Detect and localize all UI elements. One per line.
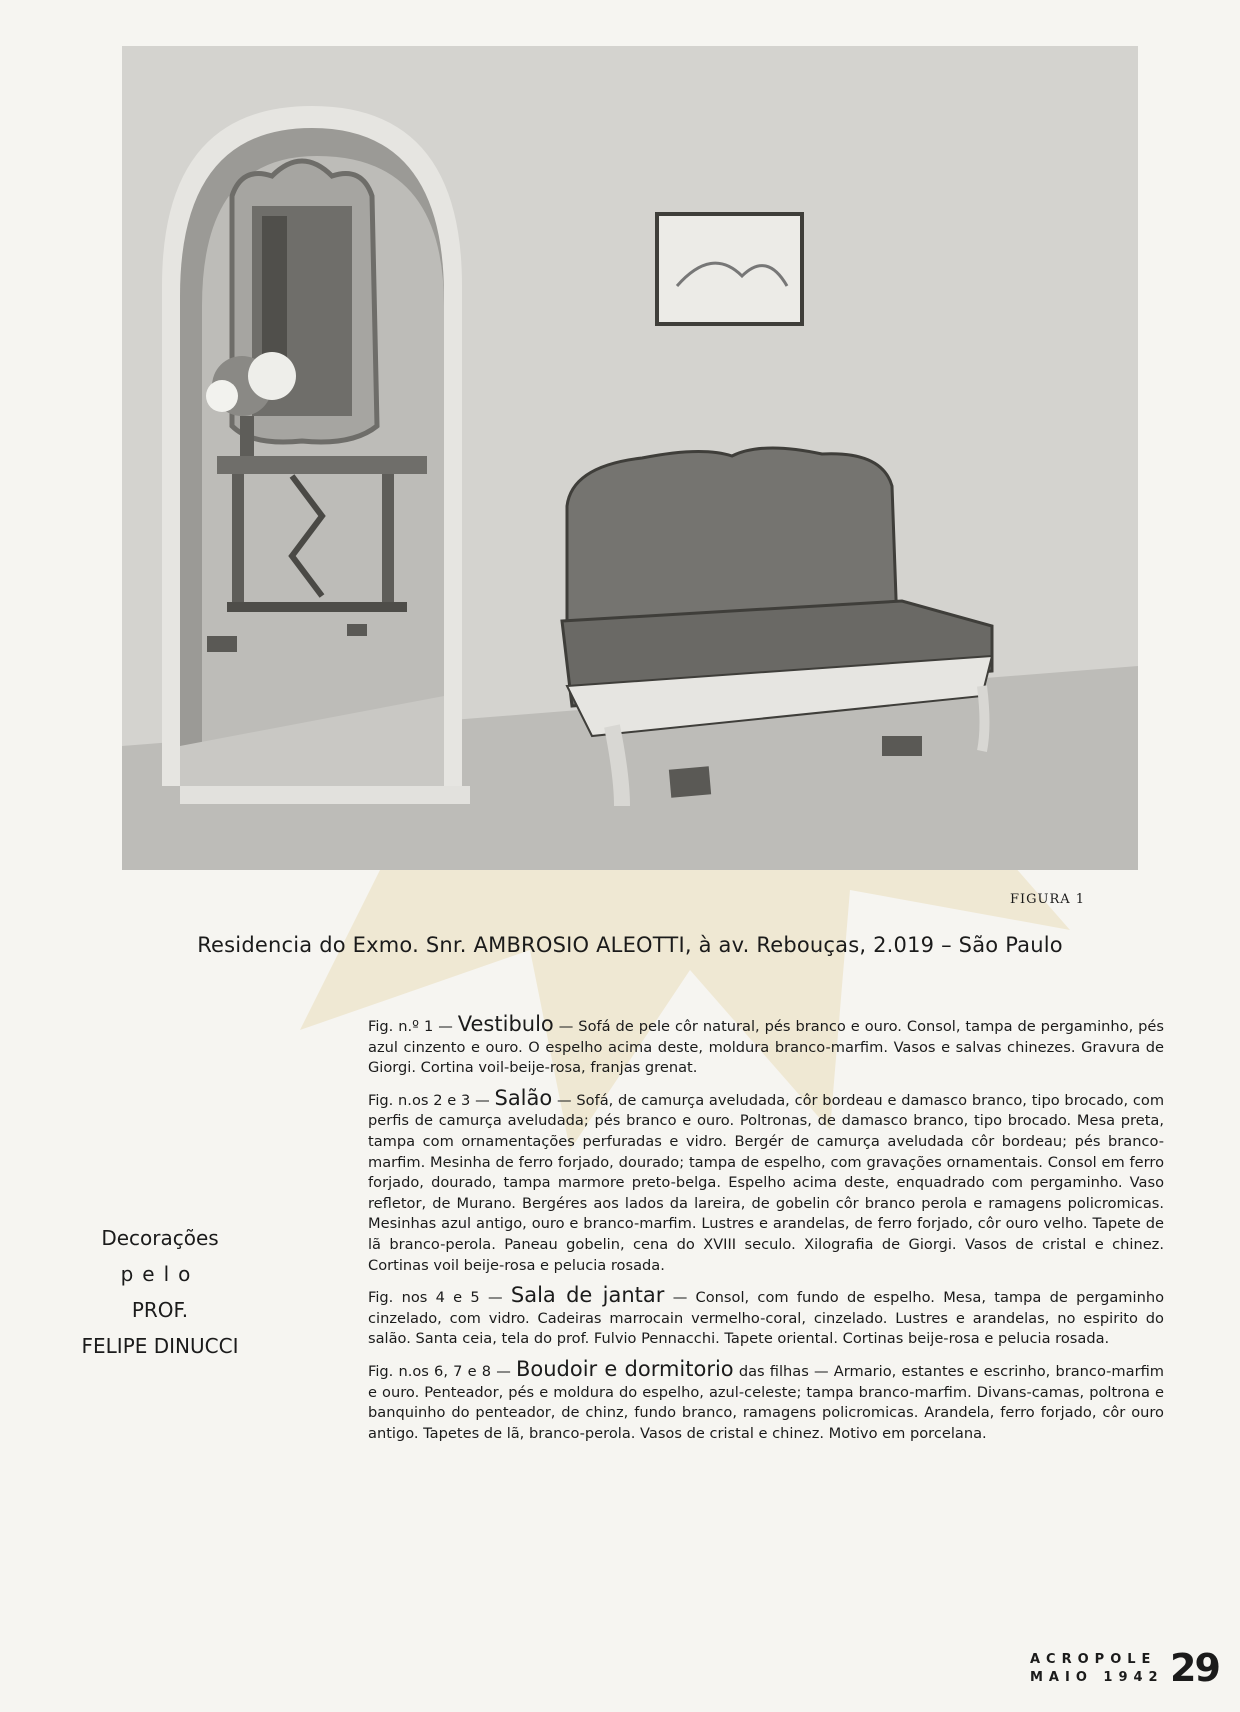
section-text: — Consol, com fundo de espelho. Mesa, tampa de pergaminho cinzelado, com vidro. Cadeiras marrocain vermelho-coral, cinzelado. Lustres e arandelas, no espirito do salão. Santa ceia, tela do prof. Fulvio Pennacchi. Tapete oriental. Cortinas beije-rosa e pelucia rosada. [368,1289,1164,1348]
section-figure-ref: Fig. nos 4 e 5 — [368,1289,503,1307]
credit-line-decoracoes: Decorações [101,1226,219,1250]
section-title: Boudoir e dormitorio [515,1356,734,1381]
section-title: Vestibulo [457,1012,554,1036]
section-figure-ref: Fig. n.º 1 — [368,1018,453,1035]
credit-line-pelo: pelo [120,1262,200,1286]
issue-date: MAIO 1942 [1030,1670,1164,1685]
section-vestibulo [368,1014,1164,1079]
room-descriptions [368,1014,1164,1453]
section-text: — Sofá de pele côr natural, pés branco e ouro. Consol, tampa de pergaminho, pés azul cinzento e ouro. O espelho acima deste, moldura branco-marfim. Vasos e salvas chinezes. Gravura de Giorgi. Cortina voil-beije-rosa, franjas grenat. [368,1018,1165,1077]
framed-engraving-icon [657,214,802,324]
credit-line-name: FELIPE DINUCCI [81,1334,239,1358]
magazine-name: ACROPOLE [1030,1652,1157,1667]
figure-label: FIGURA 1 [1010,892,1086,907]
designer-credit [40,1220,280,1364]
section-title: Salão [494,1085,553,1110]
photo-caption: Residencia do Exmo. Snr. AMBROSIO ALEOTTI, à av. Rebouças, 2.019 – São Paulo [197,933,1063,957]
page-footer [1030,1646,1220,1700]
credit-line-prof: PROF. [131,1298,189,1322]
section-boudoir [368,1356,1164,1444]
section-figure-ref: Fig. n.os 2 e 3 — [368,1091,490,1109]
page-number: 29 [1170,1646,1219,1690]
section-salao [368,1085,1165,1276]
section-sala-de-jantar [368,1285,1164,1350]
section-text: das filhas — Armario, estantes e escrinho, branco-marfim e ouro. Penteador, pés e moldura do espelho, azul-celeste; tampa branco-marfim. Divans-camas, poltrona e banquinho do penteador, de chinz, fundo branco, ramagens policromicas. Arandela, ferro forjado, côr ouro antigo. Tapetes de lã, branco-perola. Vasos de cristal e chinez. Motivo em porcelana. [368,1362,1164,1442]
photograph-vestibule [122,46,1138,870]
section-text: — Sofá, de camurça aveludada, côr bordeau e damasco branco, tipo brocado, com perfis de camurça aveludada; pés branco e ouro. Poltronas, de damasco branco, tipo brocado. Mesa preta, tampa com ornamentações perfuradas e vidro. Bergér de camurça aveludada côr bordeau; pés branco-marfim. Mesinha de ferro forjado, dourado; tampa de espelho, com gravações ornamentais. Consol em ferro forjado, dourado, tampa marmore preto-belga. Espelho acima deste, enquadrado com pergaminho. Vaso refletor, de Murano. Bergéres aos lados da lareira, de gobelin côr branco perola e ramagens policromicas. Mesinhas azul antigo, ouro e branco-marfim. Lustres e arandelas, de ferro forjado, côr ouro velho. Tapete de lã branco-perola. Paneau gobelin, cena do XVIII seculo. Xilografia de Giorgi. Vasos de cristal e chinez. Cortinas voil beije-rosa e pelucia rosada. [368,1091,1165,1274]
section-figure-ref: Fig. n.os 6, 7 e 8 — [368,1362,511,1380]
section-title: Sala de jantar [510,1283,665,1308]
